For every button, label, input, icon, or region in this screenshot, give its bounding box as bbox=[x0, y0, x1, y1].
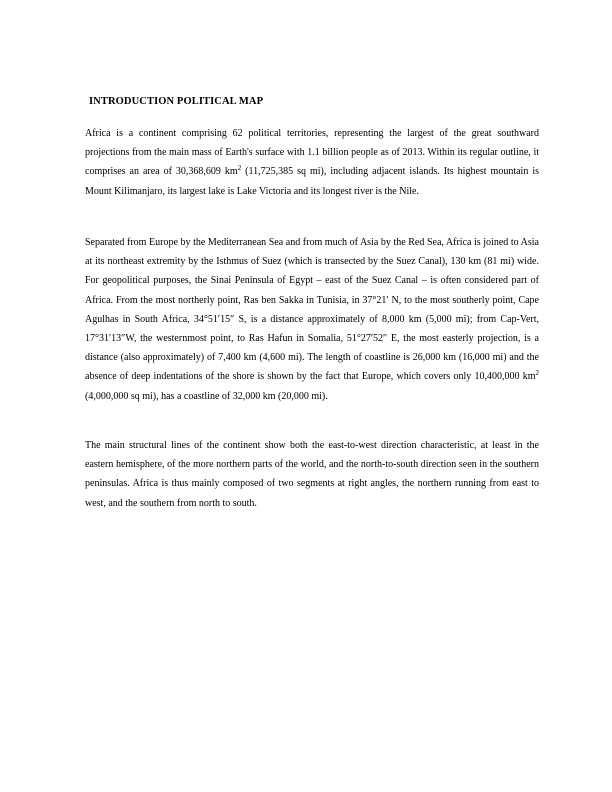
paragraph-africa-overview bbox=[85, 124, 539, 201]
paragraph-text: Africa is a continent comprising 62 political territories, representing the largest of the great southward projections from the main mass of Earth's surface with 1.1 billion people as of 2013. Within its regular outline, it comprises an area of 30,368,609 km bbox=[85, 128, 539, 178]
paragraph-text: (4,000,000 sq mi), has a coastline of 32,000 km (20,000 mi). bbox=[85, 390, 328, 402]
superscript-squared: 2 bbox=[535, 369, 539, 378]
paragraph-structural-lines: The main structural lines of the continent show both the east-to-west direction characteristic, at least in the eastern hemisphere, of the more northern parts of the world, and the north-to-south direction seen in the southern peninsulas. Africa is thus mainly composed of two segments at right angles, the northern running from east to west, and the southern from north to south. bbox=[85, 440, 539, 509]
page-title: INTRODUCTION POLITICAL MAP bbox=[89, 96, 264, 107]
paragraph-geography-extent bbox=[85, 233, 539, 406]
paragraph-text: Separated from Europe by the Mediterranean Sea and from much of Asia by the Red Sea, Africa is joined to Asia at its northeast extremity by the Isthmus of Suez (which is transected by the Suez Canal), 130 km (81 mi) wide. For geopolitical purposes, the Sinai Peninsula of Egypt – east of the Suez Canal – is often considered part of Africa. From the most northerly point, Ras ben Sakka in Tunisia, in 37°21′ N, to the most southerly point, Cape Agulhas in South Africa, 34°51′15″ S, is a distance approximately of 8,000 km (5,000 mi); from Cap-Vert, 17°31′13″W, the westernmost point, to Ras Hafun in Somalia, 51°27′52″ E, the most easterly projection, is a distance (also approximately) of 7,400 km (4,600 mi). The length of coastline is 26,000 km (16,000 mi) and the absence of deep indentations of the shore is shown by the fact that Europe, which covers only 10,400,000 km bbox=[85, 237, 539, 383]
superscript-squared: 2 bbox=[237, 164, 242, 173]
paragraph-text: (11,725,385 sq mi), including adjacent islands. Its highest mountain is Mount Kilimanjaro, its largest lake is Lake Victoria and its longest river is the Nile. bbox=[85, 166, 539, 197]
